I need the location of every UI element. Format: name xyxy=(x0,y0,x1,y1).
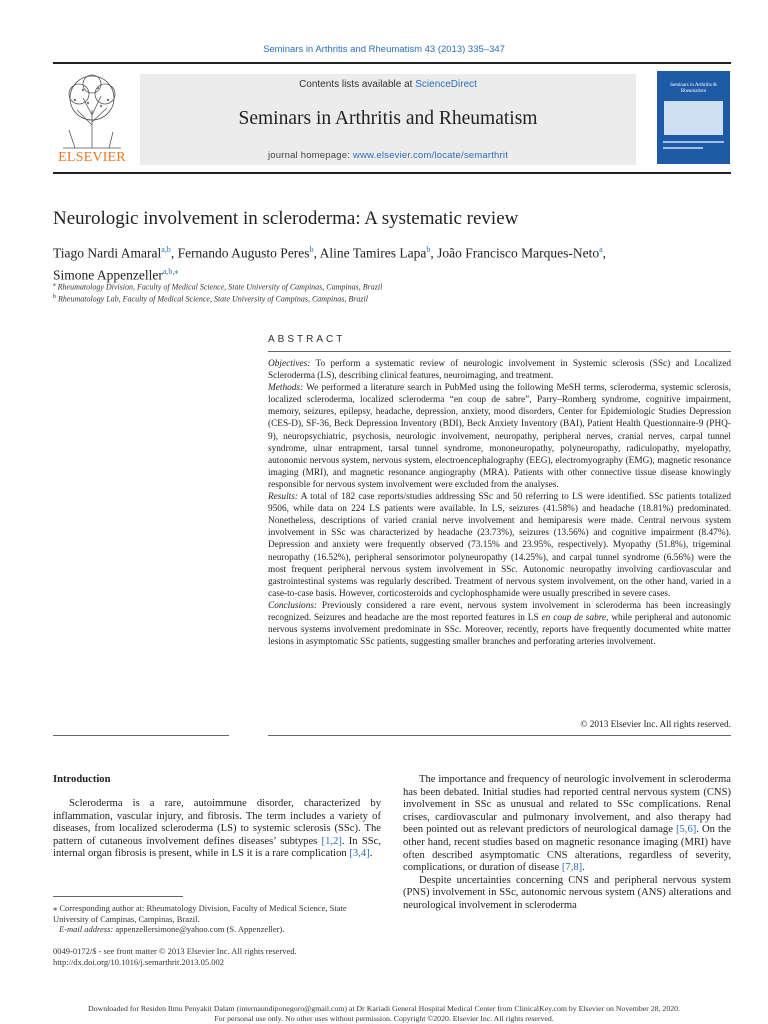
abstract-heading: ABSTRACT xyxy=(268,334,346,345)
publication-info xyxy=(53,946,383,968)
reference-link[interactable]: [7,8] xyxy=(561,862,583,874)
author-list xyxy=(53,241,733,284)
author-name[interactable]: Simone Appenzeller xyxy=(53,267,163,282)
corresponding-author-footnote: ⁎ Corresponding author at: Rheumatology Division, Faculty of Medical Science, State University of Campinas, Campinas, Brazil. E-mail address: appenzellersimone@yahoo.com (S. Appenzeller). xyxy=(53,903,347,934)
cover-text-line xyxy=(663,141,724,143)
author-name[interactable]: Tiago Nardi Amaral xyxy=(53,245,162,261)
abstract-copyright: © 2013 Elsevier Inc. All rights reserved. xyxy=(580,720,731,730)
journal-homepage: journal homepage: www.elsevier.com/locate/semarthrit xyxy=(267,150,509,161)
cover-figure xyxy=(664,101,723,135)
body-right-column xyxy=(403,774,731,913)
affiliation-a: $^a$ Rheumatology Division, Faculty of Medical Science, State University of Campinas, Campinas, Brazil xyxy=(53,282,383,292)
header-bottom-divider xyxy=(53,172,731,174)
cover-title: Seminars in Arthritis & Rheumatism xyxy=(670,83,717,94)
journal-cover-thumbnail[interactable] xyxy=(657,71,730,164)
affiliation-b: $^b$ Rheumatology Lab, Faculty of Medical Science, State University of Campinas, Campinas, Brazil xyxy=(53,294,368,304)
issn-line: 0049-0172/$ - see front matter © 2013 Elsevier Inc. All rights reserved. xyxy=(53,946,297,956)
abstract-results: Results: A total of 182 case reports/studies addressing SSc and 50 referring to LS were identified. SSc patients totalized 9506, while data on 224 LS patients were available. In LS, seizures (41.58%) and headache (18.81%) predominated. Nonetheless, descriptions of varied cranial nerve involvement and hemiparesis were made. Central nervous system involvement in SSc was characterized by headache (23.73%), seizures (13.56%) and cognitive impairment (8.47%). Depression and anxiety were frequently observed (73.15% and 23.95%, respectively). Myopathy (51.8%), trigeminal neuropathy (16.52%), peripheral sensorimotor polyneuropathy (14.25%), and carpal tunnel syndrome (6.56%) were the most frequent peripheral nervous system involvement in SSc. Autonomic neuropathy involving cardiovascular and gastrointestinal systems was regularly described. Treatment of nervous system involvement, on the other hand, varied in a case-to-case basis. However, corticosteroids and cyclophosphamide were usually prescribed in severe cases. xyxy=(268,492,731,599)
author-separator: , xyxy=(313,245,320,261)
body-paragraph: Despite uncertainties concerning CNS and peripheral nervous system (PNS) involvement in SSc, autonomic nervous system (ANS) alterations and neurological involvement in scleroderma xyxy=(403,874,731,911)
email-address[interactable]: appenzellersimone@yahoo.com (S. Appenzeller). xyxy=(113,924,285,934)
left-column-rule xyxy=(53,735,229,736)
sciencedirect-link[interactable]: ScienceDirect xyxy=(415,79,477,90)
author-separator: , xyxy=(602,245,607,261)
doi-link[interactable]: http://dx.doi.org/10.1016/j.semarthrit.2013.05.002 xyxy=(53,957,225,967)
abstract-bottom-rule xyxy=(268,735,731,736)
abstract-methods: Methods: We performed a literature search in PubMed using the following MeSH terms, scleroderma, systemic sclerosis, localized scleroderma, localized scleroderma “en coup de sabre”, Parry–Romberg syndrome, cognitive impairment, memory, seizures, epilepsy, headache, depression, anxiety, mood disorders, Center for Epidemiologic Studies Depression (CES-D), SF-36, Beck Depression Inventory (BDI), Beck Anxiety Inventory (BAI), Patient Health Questionnaire-9 (PHQ-9), neuropsychiatric, psychosis, neurologic involvement, neuropathy, peripheral nerves, cranial nerves, carpal tunnel syndrome, ulnar entrapment, tarsal tunnel syndrome, mononeuropathy, polyneuropathy, radiculopathy, myelopathy, autonomic nervous system, nervous system, electroencephalography (EEG), electromyography (EMG), magnetic resonance imaging (MRI), and magnetic resonance angiography (MRA). Patients with other connective tissue disease knowingly responsible for nervous system involvement were excluded from the analyses. xyxy=(268,383,731,490)
author-separator: , xyxy=(430,245,438,261)
journal-banner xyxy=(140,74,636,165)
author-affiliation-marker[interactable]: b xyxy=(426,245,431,254)
cover-text-line xyxy=(663,147,703,149)
author-affiliation-marker[interactable]: a,b,⁎ xyxy=(162,266,179,276)
abstract-top-rule xyxy=(268,351,731,352)
reference-link[interactable]: [5,6] xyxy=(675,824,697,836)
article-title: Neurologic involvement in scleroderma: A systematic review xyxy=(53,208,519,229)
author-affiliation-marker[interactable]: b xyxy=(309,245,314,254)
download-notice: Downloaded for Residen Ilmu Penyakit Dalam (internaundiponegoro@gmail.com) at Dr Kariadi General Hospital Medical Center from ClinicalKey.com by Elsevier on November 28, 2020. For personal use only. No other uses without permission. Copyright ©2020. Elsevier Inc. All rights reserved. xyxy=(88,1004,680,1023)
contents-line: Contents lists available at ScienceDirect xyxy=(299,79,477,90)
author-name[interactable]: Aline Tamires Lapa xyxy=(319,245,427,261)
elsevier-tree-icon xyxy=(53,70,131,150)
publisher-name: ELSEVIER xyxy=(58,150,126,165)
body-left-column xyxy=(53,798,381,861)
body-paragraph: Scleroderma is a rare, autoimmune disorder, characterized by inflammation, vascular injury, and fibrosis. The term includes a variety of diseases, from localized scleroderma (LS) to systemic sclerosis (SSc). The pattern of cutaneous involvement defines diseases’ subtypes [1,2]. In SSc, internal organ fibrosis is present, while in LS it is a rare complication [3,4]. xyxy=(53,798,381,860)
section-heading-introduction: Introduction xyxy=(53,774,111,785)
elsevier-logo[interactable] xyxy=(53,70,131,166)
author-name[interactable]: Fernando Augusto Peres xyxy=(177,245,310,261)
homepage-link[interactable]: www.elsevier.com/locate/semarthrit xyxy=(352,150,509,161)
author-affiliation-marker[interactable]: a xyxy=(599,245,603,254)
journal-citation[interactable]: Seminars in Arthritis and Rheumatism 43 (2013) 335–347 xyxy=(263,44,505,55)
author-separator: , xyxy=(170,245,178,261)
journal-title: Seminars in Arthritis and Rheumatism xyxy=(238,108,538,129)
abstract-body xyxy=(268,358,731,648)
abstract-objectives: Objectives: To perform a systematic review of neurologic involvement in Systemic sclerosis (SSc) and Localized Scleroderma (LS), describing clinical features, neuroimaging, and treatment. xyxy=(268,359,731,382)
footnote-rule xyxy=(53,896,183,897)
reference-link[interactable]: [3,4] xyxy=(349,848,370,860)
abstract-conclusions: Conclusions: Previously considered a rare event, nervous system involvement in scleroderma has been increasingly recognized. Seizures and headache are the most reported features in LS en coup de sabre, while peripheral and autonomic nervous systems involvement predominate in SSc. Moreover, recently, reports have frequently documented white matter lesions in asymptomatic SSc patients, suggesting smaller branches and perforating arteries involvement. xyxy=(268,600,731,648)
header-divider xyxy=(53,62,731,64)
body-paragraph: The importance and frequency of neurologic involvement in scleroderma has been debated. Initial studies had reported central nervous system (CNS) involvement in SSc as unusual and related to SSc complications. Renal crises, cardiovascular and pulmonary involvement, and also therapy had been pointed out as relevant predictors of neurological damage [5,6]. On the other hand, recent studies based on magnetic resonance imaging (MRI) have often described asymptomatic CNS alterations, regardless of severity, complications, or duration of disease [7,8]. xyxy=(403,774,731,874)
author-affiliation-marker[interactable]: a,b xyxy=(161,245,171,254)
author-name[interactable]: João Francisco Marques-Neto xyxy=(437,245,600,261)
reference-link[interactable]: [1,2] xyxy=(321,835,342,847)
